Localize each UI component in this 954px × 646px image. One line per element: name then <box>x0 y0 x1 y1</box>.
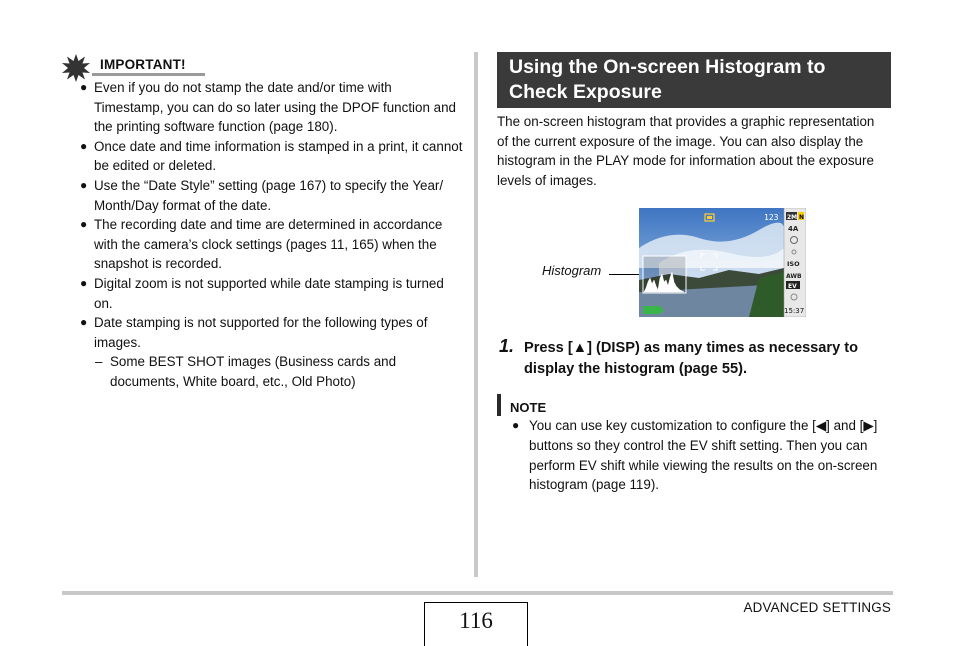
important-section <box>62 52 464 392</box>
section-title: Using the On-screen Histogram to Check Exposure <box>497 52 891 108</box>
list-item: ● Digital zoom is not supported while date stamping is turned on. <box>80 275 444 311</box>
histogram-section <box>497 52 897 495</box>
list-item: ● You can use key customization to configure the [◀] and [▶] buttons so they control the EV shift setting. Then you can perform EV shift while viewing the results on the on-screen histogram (page 119). <box>512 418 878 493</box>
camera-monitor-image <box>639 208 806 317</box>
svg-text:2M: 2M <box>787 214 798 222</box>
note-section <box>497 394 897 494</box>
step-1 <box>497 338 897 380</box>
svg-text:N: N <box>799 214 805 222</box>
sub-list-item: – Some BEST SHOT images (Business cards and documents, White board, etc., Old Photo) <box>95 354 397 389</box>
svg-text:EV: EV <box>788 283 797 291</box>
column-divider <box>474 52 478 577</box>
footer-rule <box>62 591 893 595</box>
bullet-icon: ● <box>512 418 520 433</box>
step-number: 1. <box>499 336 515 357</box>
page-number: 116 <box>459 608 493 633</box>
step-text: Press [▲] (DISP) as many times as necessary to display the histogram (page 55). <box>524 340 859 378</box>
list-item: ● The recording date and time are determined in accordance with the camera’s clock settings (pages 11, 165) when the snapshot is recorded. <box>80 217 443 272</box>
important-underline <box>92 73 205 76</box>
list-item: ● Date stamping is not supported for the following types of images. <box>80 315 428 350</box>
camera-screen-figure <box>497 200 897 330</box>
note-list <box>497 416 897 494</box>
svg-text:AWB: AWB <box>786 273 802 281</box>
bullet-icon: ● <box>80 177 88 192</box>
list-item: ● Once date and time information is stamped in a print, it cannot be edited or deleted. <box>80 138 463 174</box>
page-number-box <box>424 602 528 646</box>
dash-marker: – <box>95 354 103 370</box>
bullet-icon: ● <box>80 275 88 290</box>
list-item: ● Even if you do not stamp the date and/or time with Timestamp, you can do so later using the DPOF function and the printing software function (page 180). <box>80 80 456 135</box>
bullet-icon: ● <box>80 315 88 330</box>
bullet-icon: ● <box>80 138 88 153</box>
footer-section-label: ADVANCED SETTINGS <box>743 600 891 615</box>
callout-line <box>609 274 641 275</box>
note-bar <box>497 394 501 416</box>
svg-text:15:37: 15:37 <box>784 307 805 316</box>
svg-text:ISO: ISO <box>787 260 800 269</box>
important-label: IMPORTANT! <box>100 57 186 72</box>
section-intro: The on-screen histogram that provides a graphic representation of the current exposure of the image. You can also display the histogram in the PLAY mode for information about the exposure levels of images. <box>497 114 875 188</box>
list-item: ● Use the “Date Style” setting (page 167) to specify the Year/ Month/Day format of the date. <box>80 177 444 213</box>
histogram-callout-label: Histogram <box>542 263 602 279</box>
important-list <box>62 78 464 352</box>
important-header <box>62 52 464 78</box>
svg-text:4A: 4A <box>788 225 799 234</box>
bullet-icon: ● <box>80 217 88 232</box>
note-label: NOTE <box>510 400 547 416</box>
svg-text:123: 123 <box>764 213 779 223</box>
bullet-icon: ● <box>80 80 88 94</box>
